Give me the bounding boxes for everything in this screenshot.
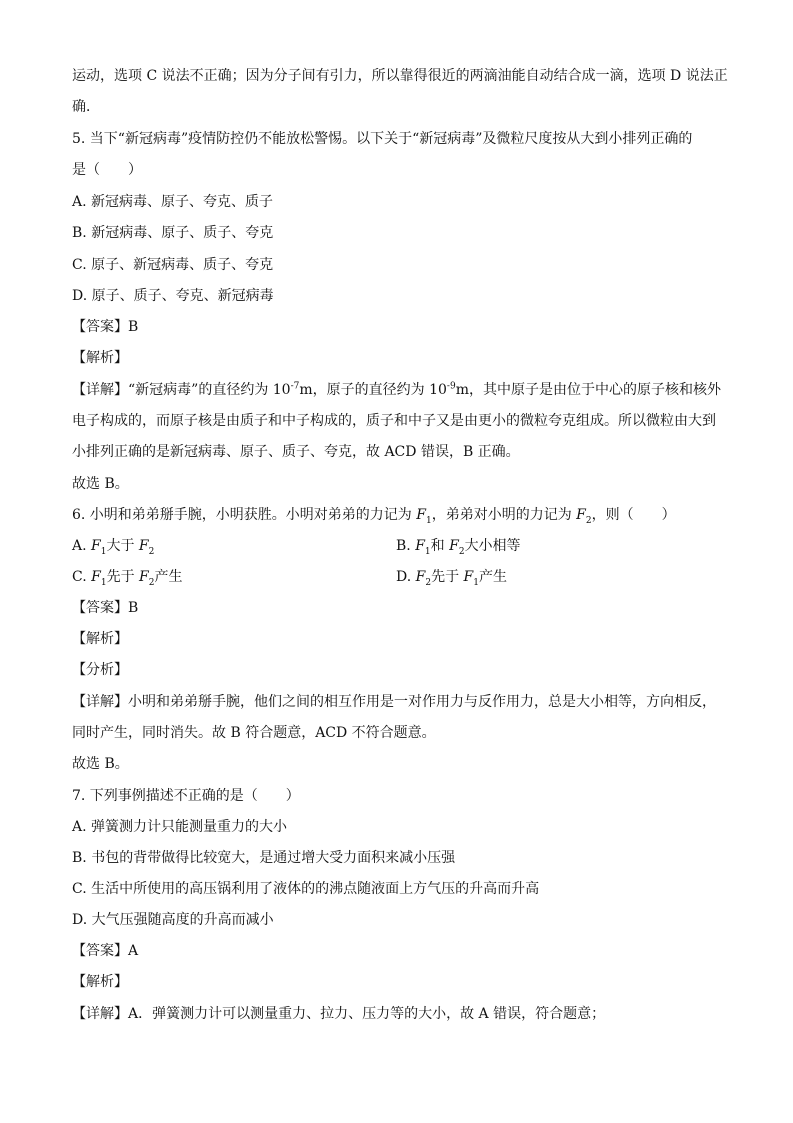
q5-option-b: B. 新冠病毒、原子、质子、夸克 (72, 225, 274, 241)
q5-conclusion: 故选 B。 (72, 476, 129, 492)
q5-detail-line-2: 电子构成的，而原子核是由质子和中子构成的，质子和中子又是由更小的微粒夸克组成。所以微粒由大到 (72, 413, 716, 429)
q5-detail-line-3: 小排列正确的是新冠病毒、原子、质子、夸克，故 ACD 错误，B 正确。 (72, 444, 520, 460)
q5-analysis-label: 【解析】 (72, 350, 128, 366)
q6-option-a: A. $F_1$大于 $F_2$ (72, 538, 155, 557)
q5-option-d: D. 原子、质子、夸克、新冠病毒 (72, 288, 274, 304)
q7-stem: 7. 下列事例描述不正确的是（ ） (72, 788, 300, 804)
q5-option-c: C. 原子、新冠病毒、质子、夸克 (72, 257, 274, 273)
q5-stem-line-1: 5. 当下“新冠病毒”疫情防控仍不能放松警惕。以下关于“新冠病毒”及微粒尺度按从大到小排列正确的 (72, 131, 693, 147)
q7-option-c: C. 生活中所使用的高压锅利用了液体的的沸点随液面上方气压的升高而升高 (72, 881, 540, 897)
q6-option-b: B. $F_1$和 $F_2$大小相等 (396, 538, 521, 557)
q7-option-a: A. 弹簧测力计只能测量重力的大小 (72, 819, 288, 835)
prev-explanation-line-2: 确． (72, 99, 100, 115)
q6-option-c: C. $F_1$先于 $F_2$产生 (72, 569, 183, 588)
prev-explanation-line-1: 运动，选项 C 说法不正确；因为分子间有引力，所以靠得很近的两滴油能自动结合成一滴，选项 D 说法正 (72, 68, 728, 84)
q6-analysis-label: 【解析】 (72, 631, 128, 647)
q5-stem-line-2: 是（ ） (72, 162, 142, 178)
q6-stem: 6. 小明和弟弟掰手腕，小明获胜。小明对弟弟的力记为 $F_1$，弟弟对小明的力记为 $F_2$，则（ ） (72, 507, 676, 526)
q6-detail-line-2: 同时产生，同时消失。故 B 符合题意，ACD 不符合题意。 (72, 725, 436, 741)
q6-fenxi-label: 【分析】 (72, 662, 128, 678)
q5-detail-line-1: 【详解】“新冠病毒”的直径约为 $10^{-7}m$，原子的直径约为 $10^{-9}m$，其中原子是由位于中心的原子核和核外 (72, 381, 721, 398)
q6-option-d: D. $F_2$先于 $F_1$产生 (396, 569, 507, 588)
q7-detail-line-1: 【详解】A．弹簧测力计可以测量重力、拉力、压力等的大小，故 A 错误，符合题意； (72, 1006, 606, 1022)
q6-conclusion: 故选 B。 (72, 756, 129, 772)
q7-option-d: D. 大气压强随高度的升高而减小 (72, 912, 274, 928)
q7-analysis-label: 【解析】 (72, 974, 128, 990)
q6-answer: 【答案】B (72, 600, 139, 616)
q7-option-b: B. 书包的背带做得比较宽大，是通过增大受力面积来减小压强 (72, 850, 456, 866)
q7-answer: 【答案】A (72, 943, 139, 959)
q6-detail-line-1: 【详解】小明和弟弟掰手腕，他们之间的相互作用是一对作用力与反作用力，总是大小相等，方向相反， (72, 694, 716, 710)
q5-answer: 【答案】B (72, 319, 139, 335)
q5-option-a: A. 新冠病毒、原子、夸克、质子 (72, 194, 274, 210)
